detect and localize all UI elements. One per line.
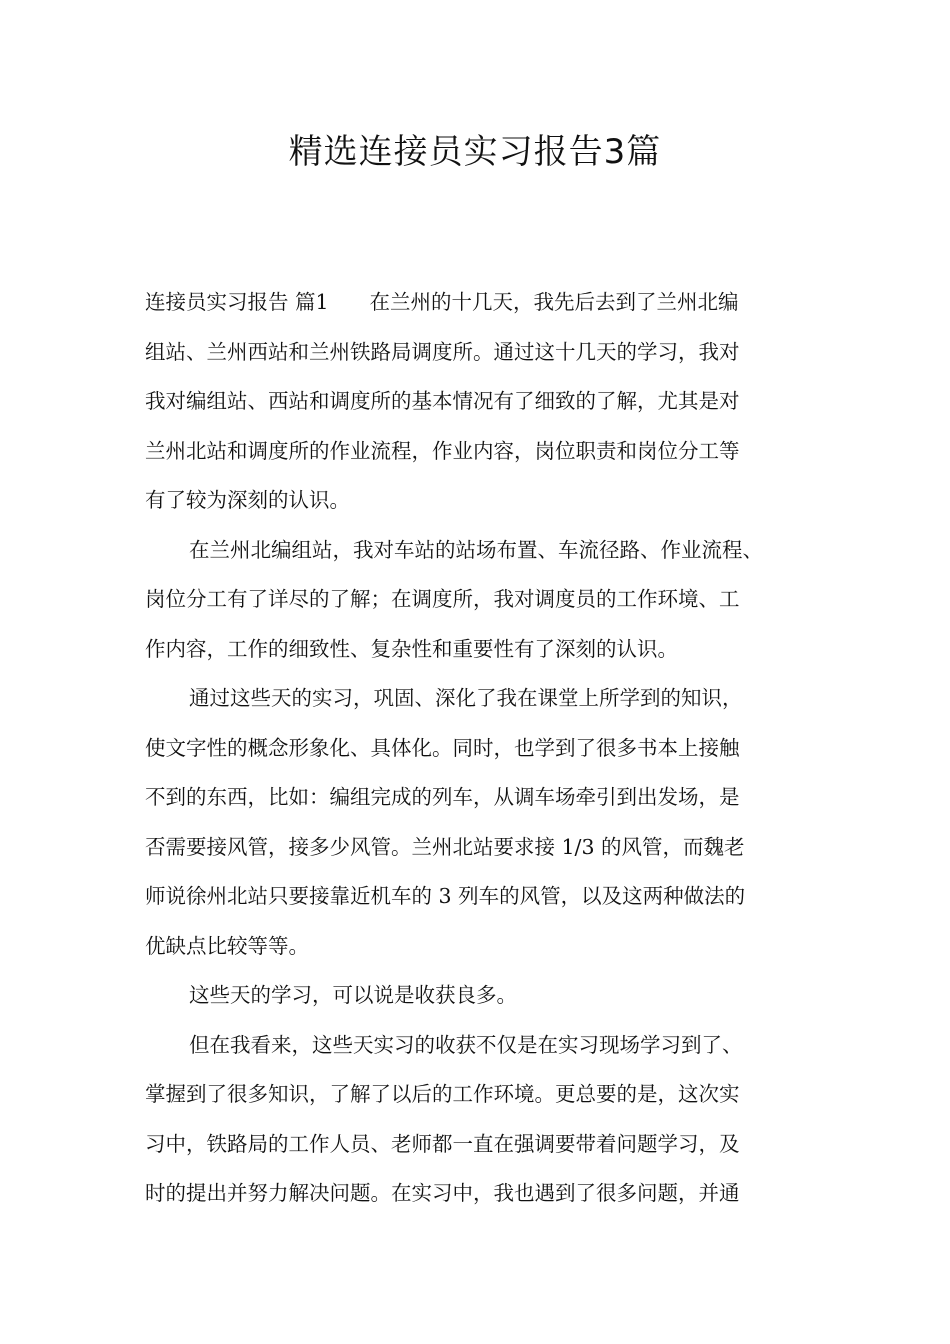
body-line: 作内容，工作的细致性、复杂性和重要性有了深刻的认识。 [145, 636, 678, 661]
body-line: 掌握到了很多知识，了解了以后的工作环境。更总要的是，这次实 [145, 1082, 740, 1106]
body-line: 有了较为深刻的认识。 [145, 488, 350, 512]
body-line: 兰州北站和调度所的作业流程，作业内容，岗位职责和岗位分工等 [145, 438, 740, 463]
body-line: 我对编组站、西站和调度所的基本情况有了细致的了解，尤其是对 [145, 389, 740, 413]
body-line: 习中，铁路局的工作人员、老师都一直在强调要带着问题学习，及 [145, 1131, 740, 1156]
body-line: 不到的东西，比如：编组完成的列车，从调车场牵引到出发场，是 [145, 785, 740, 809]
body-line: 优缺点比较等等。 [145, 933, 309, 958]
body-line: 否需要接风管，接多少风管。兰州北站要求接 1/3 的风管，而魏老 [145, 834, 745, 859]
body-line: 这些天的学习，可以说是收获良多。 [189, 983, 517, 1007]
body-line: 在兰州北编组站，我对车站的站场布置、车流径路、作业流程、 [189, 537, 763, 562]
document-title: 精选连接员实习报告3篇 [288, 132, 662, 172]
body-line: 但在我看来，这些天实习的收获不仅是在实习现场学习到了、 [189, 1032, 743, 1057]
body-line: 时的提出并努力解决问题。在实习中，我也遇到了很多问题，并通 [145, 1181, 740, 1205]
body-line: 连接员实习报告 篇1 在兰州的十几天，我先后去到了兰州北编 [145, 290, 739, 314]
document-body [145, 278, 820, 1219]
body-line: 岗位分工有了详尽的了解；在调度所，我对调度员的工作环境、工 [145, 587, 740, 611]
body-line: 组站、兰州西站和兰州铁路局调度所。通过这十几天的学习，我对 [145, 339, 740, 364]
body-line: 师说徐州北站只要接靠近机车的 3 列车的风管，以及这两种做法的 [145, 884, 746, 908]
body-line: 使文字性的概念形象化、具体化。同时，也学到了很多书本上接触 [145, 735, 740, 760]
body-line: 通过这些天的实习，巩固、深化了我在课堂上所学到的知识， [189, 686, 743, 710]
